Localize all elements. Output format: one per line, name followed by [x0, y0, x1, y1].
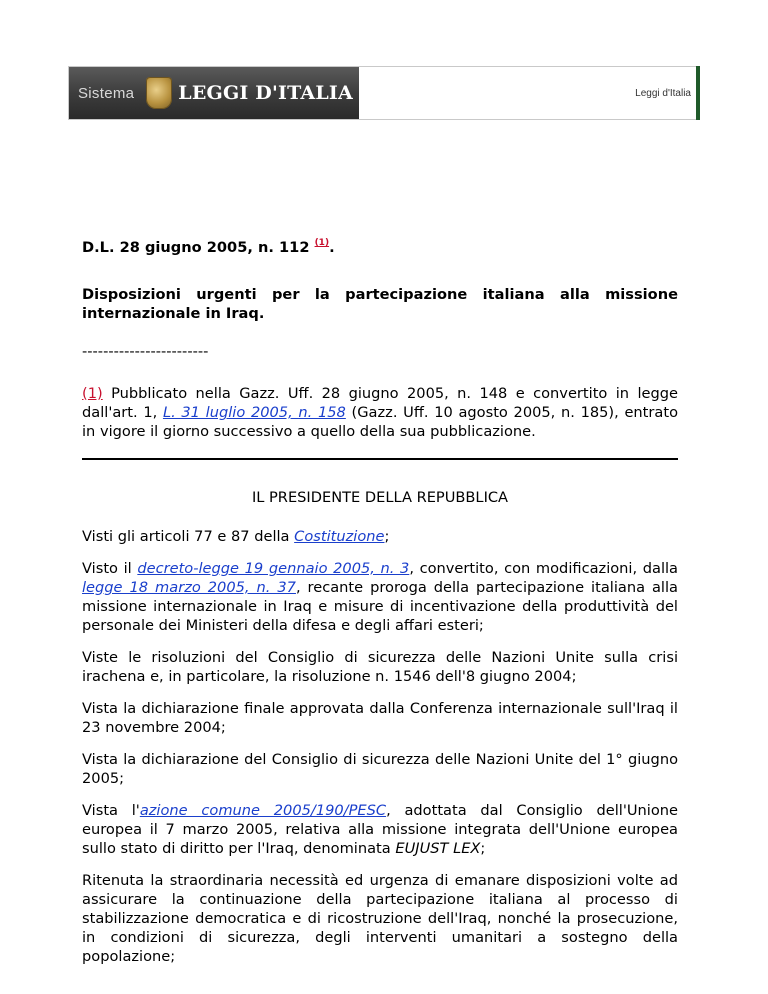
footnote-text-end: (Gazz. Uff. 10 agosto 2005, n. 185), entrato in vigore il giorno successivo a quello della sua pubblicazione. — [82, 404, 679, 440]
separator-dashes: ------------------------ — [82, 343, 209, 360]
title-text: D.L. 28 giugno 2005, n. 112 — [82, 239, 315, 256]
p6-end: ; — [480, 840, 486, 857]
p2-text-3: , recante proroga della partecipazione italiana alla missione internazionale in Iraq e misure di incentivazione della produttività del personale dei Ministeri della difesa e degli affari esteri; — [82, 579, 678, 634]
p2-text-2: , convertito, con modificazioni, dalla — [409, 560, 679, 577]
banner-accent-strip — [696, 66, 700, 120]
paragraph-6 — [82, 801, 678, 858]
brand-sistema-label: Sistema — [78, 84, 135, 102]
costituzione-link[interactable]: Costituzione — [294, 528, 385, 545]
legge-37-link[interactable]: legge 18 marzo 2005, n. 37 — [82, 579, 296, 596]
banner-right-label: Leggi d'Italia — [635, 88, 691, 99]
document-title — [82, 234, 678, 257]
brand-logo[interactable] — [69, 67, 359, 119]
azione-comune-link[interactable]: azione comune 2005/190/PESC — [139, 802, 387, 819]
emblem-icon — [146, 77, 172, 109]
paragraph-4: Vista la dichiarazione finale approvata dalla Conferenza internazionale sull'Iraq il 23 novembre 2004; — [82, 700, 678, 736]
eujust-lex-term: EUJUST LEX — [395, 840, 481, 857]
section-heading: IL PRESIDENTE DELLA REPUBBLICA — [251, 489, 509, 506]
p6-text-2: , adottata dal Consiglio dell'Unione europea il 7 marzo 2005, relativa alla missione integrata dell'Unione europea sullo stato di diritto per l'Iraq, denominata — [82, 802, 678, 857]
p1-text: Visti gli articoli 77 e 87 della — [82, 528, 295, 545]
document-subtitle: Disposizioni urgenti per la partecipazione italiana alla missione internazionale in Iraq. — [82, 286, 678, 322]
decreto-legge-3-link[interactable]: decreto-legge 19 gennaio 2005, n. 3 — [137, 560, 410, 577]
paragraph-2 — [82, 559, 678, 635]
p2-text: Visto il — [82, 560, 138, 577]
p1-end: ; — [384, 528, 390, 545]
paragraph-1 — [82, 527, 678, 546]
footnote-ref-link[interactable]: (1) — [82, 385, 103, 402]
brand-name: LEGGI D'ITALIA — [178, 82, 353, 104]
law-158-link[interactable]: L. 31 luglio 2005, n. 158 — [162, 404, 346, 421]
p6-text: Vista l' — [82, 802, 140, 819]
footnote-text: Pubblicato nella Gazz. Uff. 28 giugno 2005, n. 148 e convertito in legge dall'art. 1, — [82, 385, 678, 421]
site-banner — [68, 66, 700, 120]
paragraph-7: Ritenuta la straordinaria necessità ed urgenza di emanare disposizioni volte ad assicurare la continuazione della partecipazione italiana al processo di stabilizzazione democratica e di ricostruzione dell'Iraq, nonché la prosecuzione, in condizioni di sicurezza, degli interventi umanitari a sostegno della popolazione; — [82, 872, 678, 965]
footnote-1 — [82, 384, 678, 441]
section-divider — [82, 458, 678, 460]
document-body — [82, 234, 678, 966]
paragraph-5: Vista la dichiarazione del Consiglio di sicurezza delle Nazioni Unite del 1° giugno 2005; — [82, 751, 678, 787]
title-end: . — [329, 239, 335, 256]
paragraph-3: Viste le risoluzioni del Consiglio di sicurezza delle Nazioni Unite sulla crisi irachena e, in particolare, la risoluzione n. 1546 dell'8 giugno 2004; — [82, 649, 678, 685]
title-footnote-link[interactable]: (1) — [314, 238, 330, 248]
